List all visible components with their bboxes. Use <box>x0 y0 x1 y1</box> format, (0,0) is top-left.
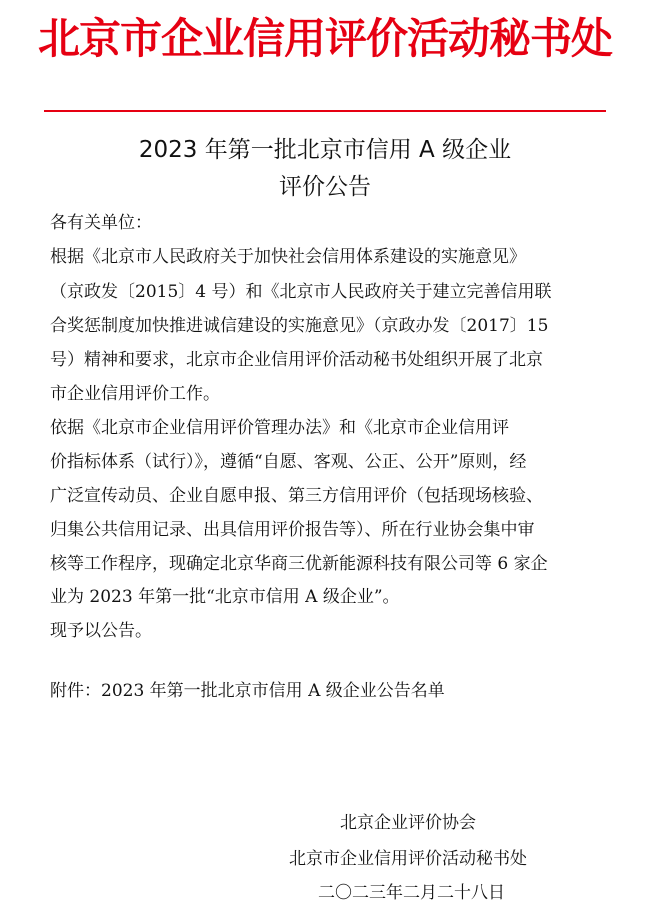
paragraph-2-line: 价指标体系（试行）》，遵循“自愿、客观、公正、公开”原则，经 <box>50 452 527 472</box>
paragraph-2-line: 归集公共信用记录、出具信用评价报告等）、所在行业协会集中审 <box>50 520 535 540</box>
paragraph-2-line: 广泛宣传动员、企业自愿申报、第三方信用评价（包括现场核验、 <box>50 486 543 506</box>
announcement-line: 现予以公告。 <box>50 621 152 641</box>
signature-org-2: 北京市企业信用评价活动秘书处 <box>289 849 527 869</box>
paragraph-2-line: 业为 2023 年第一批“北京市信用 A 级企业”。 <box>50 587 400 607</box>
paragraph-1-line: 号）精神和要求，北京市企业信用评价活动秘书处组织开展了北京 <box>50 350 543 370</box>
paragraph-1-line: （京政发〔2015〕4 号）和《北京市人民政府关于建立完善信用联 <box>50 282 552 302</box>
document-title-line2: 评价公告 <box>279 174 371 200</box>
document-title-line1: 2023 年第一批北京市信用 A 级企业 <box>138 137 512 163</box>
salutation: 各有关单位： <box>50 213 152 233</box>
org-header-title: 北京市企业信用评价活动秘书处 <box>37 14 612 63</box>
header-divider <box>44 110 606 112</box>
paragraph-1-line: 市企业信用评价工作。 <box>50 384 220 404</box>
paragraph-1-line: 合奖惩制度加快推进诚信建设的实施意见》（京政办发〔2017〕15 <box>50 316 549 336</box>
paragraph-2-line: 依据《北京市企业信用评价管理办法》和《北京市企业信用评 <box>50 418 509 438</box>
attachment-line: 附件：2023 年第一批北京市信用 A 级企业公告名单 <box>50 681 445 701</box>
signature-date: 二〇二三年二月二十八日 <box>318 883 505 903</box>
paragraph-1-line: 根据《北京市人民政府关于加快社会信用体系建设的实施意见》 <box>50 247 526 267</box>
paragraph-2-line: 核等工作程序，现确定北京华商三优新能源科技有限公司等 6 家企 <box>50 554 548 574</box>
signature-org-1: 北京企业评价协会 <box>340 813 476 833</box>
